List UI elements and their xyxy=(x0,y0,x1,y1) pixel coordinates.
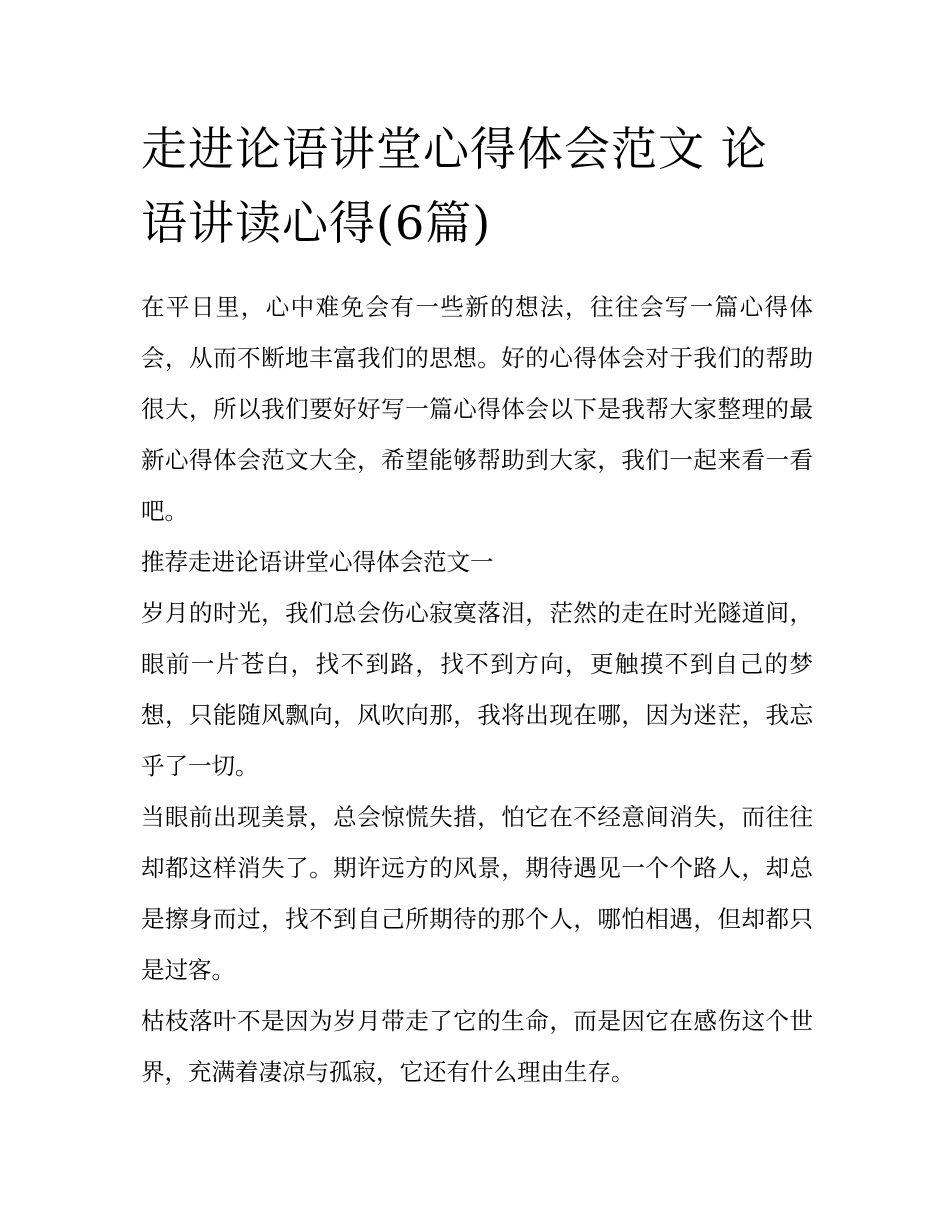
document-title: 走进论语讲堂心得体会范文 论语讲读心得(6篇) xyxy=(141,122,768,250)
document-body xyxy=(141,282,813,1098)
section-heading: 推荐走进论语讲堂心得体会范文一 xyxy=(141,548,494,576)
body-paragraph: 枯枝落叶不是因为岁月带走了它的生命，而是因它在感伤这个世界，充满着凄凉与孤寂，它还有什么理由生存。 xyxy=(141,1007,813,1086)
intro-paragraph: 在平日里，心中难免会有一些新的想法，往往会写一篇心得体会，从而不断地丰富我们的思想。好的心得体会对于我们的帮助很大，所以我们要好好写一篇心得体会以下是我帮大家整理的最新心得体会范文大全，希望能够帮助到大家，我们一起来看一看吧。 xyxy=(141,293,813,525)
body-paragraph: 岁月的时光，我们总会伤心寂寞落泪，茫然的走在时光隧道间，眼前一片苍白，找不到路，找不到方向，更触摸不到自己的梦想，只能随风飘向，风吹向那，我将出现在哪，因为迷茫，我忘乎了一切。 xyxy=(141,599,813,780)
body-paragraph: 当眼前出现美景，总会惊慌失措，怕它在不经意间消失，而往往却都这样消失了。期许远方的风景，期待遇见一个个路人，却总是擦身而过，找不到自己所期待的那个人，哪怕相遇，但却都只是过客。 xyxy=(141,803,813,984)
document-page xyxy=(141,112,813,1098)
